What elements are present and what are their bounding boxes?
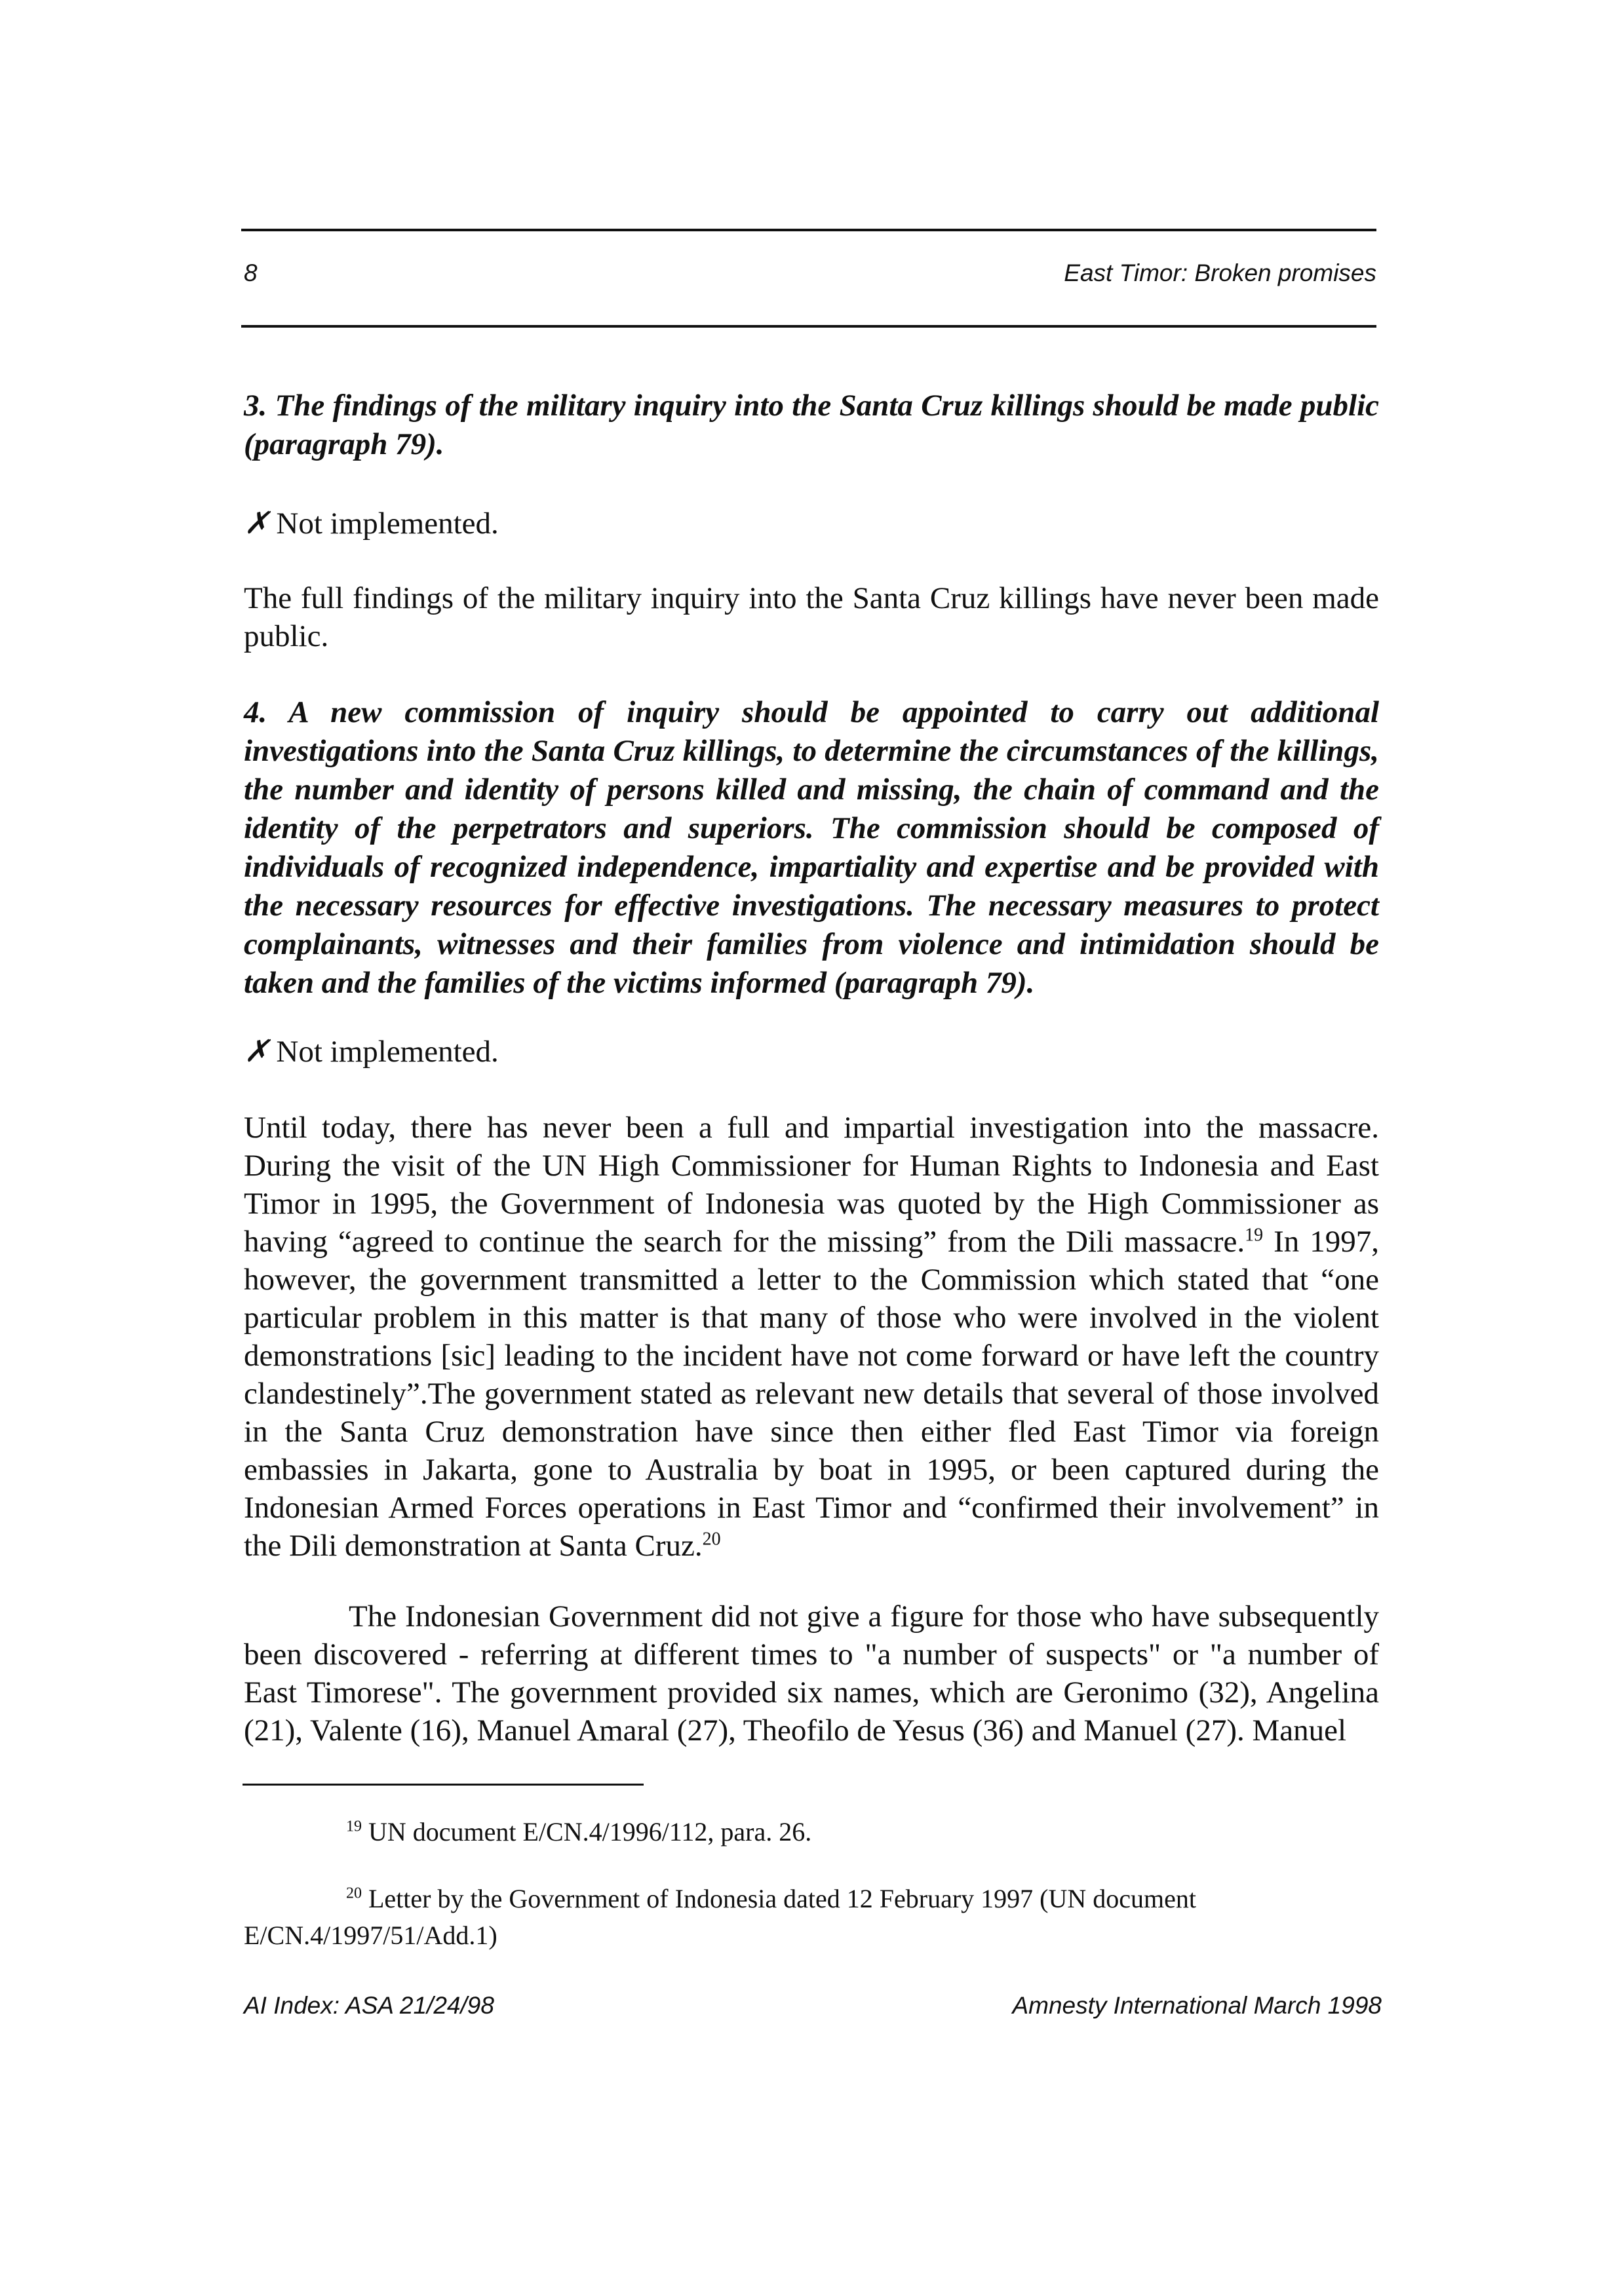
recommendation-3-block bbox=[244, 387, 1379, 464]
header-bottom-rule bbox=[241, 325, 1376, 328]
status-text: Not implemented. bbox=[276, 1035, 499, 1069]
footer-publisher: Amnesty International March 1998 bbox=[1012, 1992, 1382, 2019]
footnote-ref-19: 19 bbox=[1245, 1225, 1264, 1246]
recommendation-3-paragraph-block bbox=[244, 579, 1379, 655]
footnote-text: Letter by the Government of Indonesia dated 12 February 1997 (UN document E/CN.4/1997/51/Add.1) bbox=[244, 1884, 1196, 1950]
paragraph-until-today-part1: Until today, there has never been a full and impartial investigation into the massacre. During the visit of the UN High Commissioner for Human Rights to Indonesia and East Timor in 1995, the Government of Indonesia was quoted by the High Commissioner as having “agreed to continue the search for the missing” from the Dili massacre. bbox=[244, 1111, 1379, 1259]
footnote-19 bbox=[244, 1814, 1379, 1850]
paragraph-indonesian-government: The Indonesian Government did not give a figure for those who have subsequently been discovered - referring at different times to "a number of suspects" or "a number of East Timorese". The government provided six names, which are Geronimo (32), Angelina (21), Valente (16), Manuel Amaral (27), Theofilo de Yesus (36) and Manuel (27). Manuel bbox=[244, 1599, 1379, 1748]
footnote-separator bbox=[243, 1784, 644, 1786]
footnote-ref-20: 20 bbox=[702, 1529, 721, 1550]
paragraph-until-today-block bbox=[244, 1109, 1379, 1565]
running-title: East Timor: Broken promises bbox=[1064, 259, 1376, 286]
recommendation-4-text: 4. A new commission of inquiry should be appointed to carry out additional investigations into the Santa Cruz killings, to determine the circumstances of the killings, the number and identity of persons killed and missing, the chain of command and the identity of the perpetrators and superiors. The commission should be composed of individuals of recognized independence, impartiality and expertise and be provided with the necessary resources for effective investigations. The necessary measures to protect complainants, witnesses and their families from violence and intimidation should be taken and the families of the victims informed (paragraph 79). bbox=[244, 695, 1379, 1000]
recommendation-3-paragraph: The full findings of the military inquiry into the Santa Cruz killings have never been made public. bbox=[244, 581, 1379, 653]
paragraph-until-today bbox=[244, 1109, 1379, 1565]
recommendation-3-text: 3. The findings of the military inquiry into the Santa Cruz killings should be made public (paragraph 79). bbox=[244, 389, 1379, 461]
recommendation-4-status bbox=[244, 1033, 1379, 1071]
paragraph-until-today-part2: In 1997, however, the government transmitted a letter to the Commission which stated that “one particular problem in this matter is that many of those who were involved in the violent demonstrations [sic] leading to the incident have not come forward or have left the country clandestinely”.The government stated as relevant new details that several of those involved in the Santa Cruz demonstration have since then either fled East Timor via foreign embassies in Jakarta, gone to Australia by boat in 1995, or been captured during the Indonesian Armed Forces operations in East Timor and “confirmed their involvement” in the Dili demonstration at Santa Cruz. bbox=[244, 1225, 1379, 1563]
footnote-number: 20 bbox=[346, 1885, 362, 1902]
status-text: Not implemented. bbox=[276, 507, 499, 541]
cross-mark-icon: ✗ bbox=[244, 1035, 270, 1069]
paragraph-indonesian-government-block bbox=[244, 1598, 1379, 1750]
header-top-rule bbox=[241, 229, 1376, 231]
footnote-text: UN document E/CN.4/1996/112, para. 26. bbox=[362, 1817, 812, 1846]
footnote-20 bbox=[244, 1881, 1379, 1954]
cross-mark-icon: ✗ bbox=[244, 507, 270, 541]
recommendation-3-status bbox=[244, 505, 1379, 543]
footer-index: AI Index: ASA 21/24/98 bbox=[244, 1992, 494, 2019]
page-number: 8 bbox=[244, 259, 258, 286]
footnote-number: 19 bbox=[346, 1818, 362, 1835]
recommendation-4-block bbox=[244, 693, 1379, 1003]
